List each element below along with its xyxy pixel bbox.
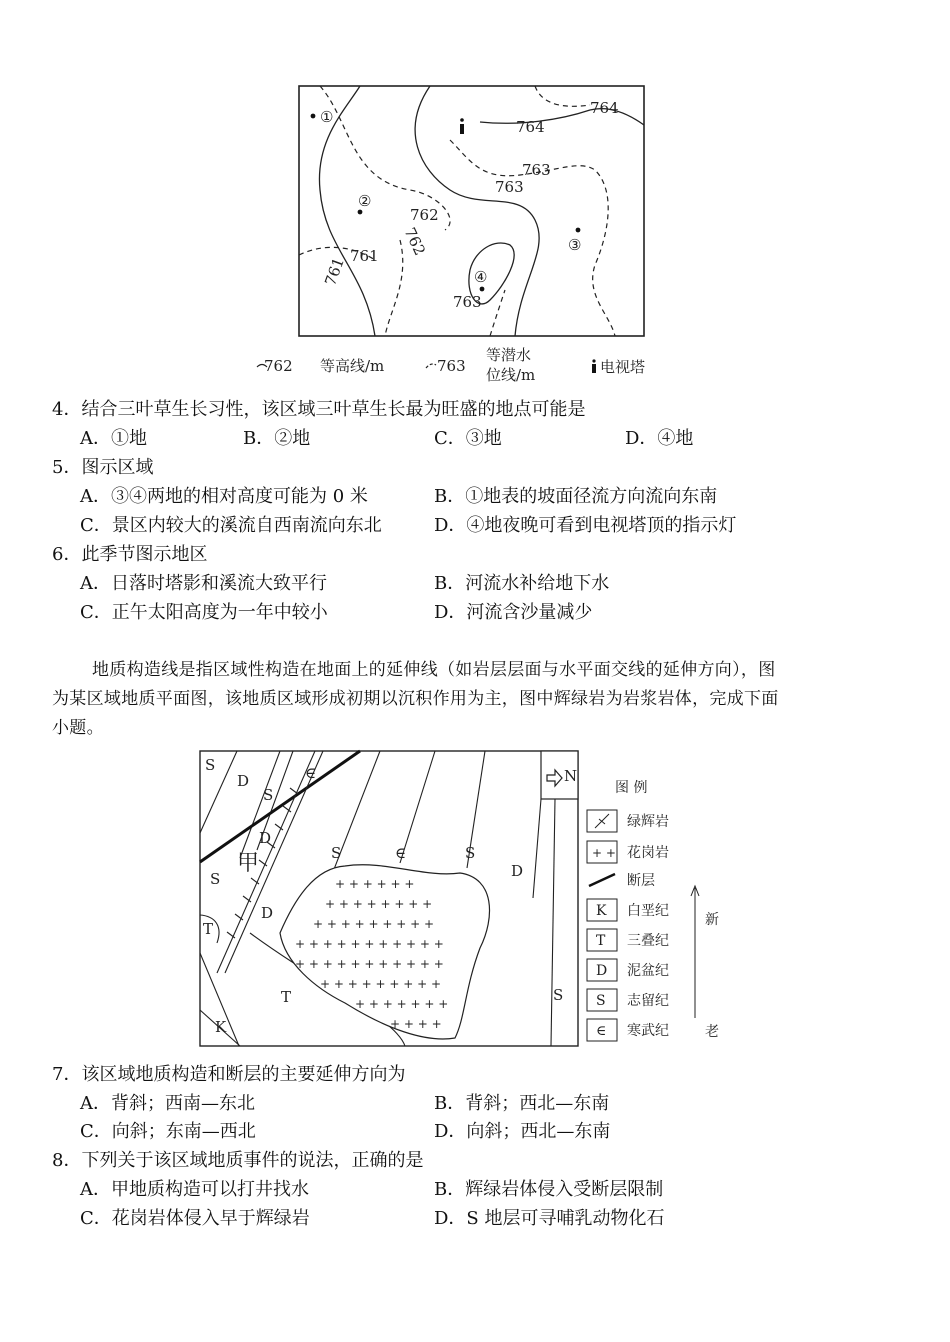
legend-title: 图 例 xyxy=(615,780,648,796)
svg-text:+ + + + + + + + + + +: + + + + + + + + + + + xyxy=(295,957,444,971)
jia-label: 甲 xyxy=(237,851,260,876)
tv-tower-icon xyxy=(460,118,464,134)
question-7-stem: 7．该区域地质构造和断层的主要延伸方向为 xyxy=(52,1064,406,1085)
stratum-label: D xyxy=(261,904,274,922)
age-arrow-icon xyxy=(691,886,699,1018)
question-6-stem: 6．此季节图示地区 xyxy=(52,544,208,565)
question-5-stem: 5．图示区域 xyxy=(52,457,154,478)
question-4-option-d[interactable]: D．④地 xyxy=(625,428,694,449)
question-8-option-b[interactable]: B．辉绿岩体侵入受断层限制 xyxy=(434,1179,664,1200)
contour-line xyxy=(480,109,644,125)
contour-label: 764 xyxy=(516,118,545,136)
age-old-label: 老 xyxy=(705,1024,719,1040)
legend-item-label: 寒武纪 xyxy=(627,1023,669,1039)
point-1-label: ① xyxy=(320,108,334,126)
legend-code: D xyxy=(596,963,608,979)
stratum-label: T xyxy=(281,988,292,1006)
contour-label: 763 xyxy=(495,178,524,196)
passage-line-1: 地质构造线是指区域性构造在地面上的延伸线（如岩层层面与水平面交线的延伸方向），图 xyxy=(92,660,776,680)
legend-item-label: 白垩纪 xyxy=(627,903,669,919)
svg-text:+ + + + + + + + +: + + + + + + + + + xyxy=(320,977,442,991)
stratum-label: D xyxy=(511,862,524,880)
point-4-label: ④ xyxy=(474,268,488,286)
stratum-label: K xyxy=(215,1018,227,1036)
stratum-label: ∈ xyxy=(395,844,407,862)
question-5-option-d[interactable]: D．④地夜晚可看到电视塔顶的指示灯 xyxy=(434,515,737,536)
question-6-option-c[interactable]: C．正午太阳高度为一年中较小 xyxy=(80,602,328,623)
contour-label: 761 xyxy=(321,255,348,289)
question-8-option-c[interactable]: C．花岗岩体侵入早于辉绿岩 xyxy=(80,1208,310,1229)
stratum-label: S xyxy=(553,986,564,1004)
passage-line-3: 小题。 xyxy=(52,718,104,738)
contour-label: 763 xyxy=(453,293,482,311)
stratum-label: S xyxy=(205,756,216,774)
svg-text:+ + + + + + + + + + +: + + + + + + + + + + + xyxy=(295,937,444,951)
question-8-stem: 8．下列关于该区域地质事件的说法，正确的是 xyxy=(52,1150,424,1171)
contour-map-legend xyxy=(257,346,645,384)
age-new-label: 新 xyxy=(705,912,719,928)
svg-text:+ + + + + + + + +: + + + + + + + + + xyxy=(313,917,435,931)
question-5-option-a[interactable]: A．③④两地的相对高度可能为 0 米 xyxy=(80,486,368,507)
water-legend-text-2: 位线/m xyxy=(486,366,536,384)
point-4-marker xyxy=(480,287,485,292)
granite-legend-icon: + + xyxy=(592,846,616,860)
contour-label: 761 xyxy=(350,247,379,265)
stratum-label: T xyxy=(203,920,214,938)
question-5-option-c[interactable]: C．景区内较大的溪流自西南流向东北 xyxy=(80,515,382,536)
stratum-label: S xyxy=(210,870,221,888)
svg-text:+ + + +: + + + + xyxy=(390,1017,442,1031)
legend-item-label: 志留纪 xyxy=(627,993,669,1009)
water-legend-sample: 763 xyxy=(437,357,466,375)
strata-boundary xyxy=(533,799,541,898)
contour-label: 763 xyxy=(522,161,551,179)
contour-map xyxy=(264,80,680,390)
point-1-marker xyxy=(311,114,316,119)
svg-text:+ + + + + + +: + + + + + + + xyxy=(355,997,449,1011)
contour-label: 762 xyxy=(400,224,429,259)
stratum-label: S xyxy=(465,844,476,862)
water-table-line xyxy=(535,86,590,106)
tower-legend-text: 电视塔 xyxy=(600,358,646,376)
legend-item-label: 断层 xyxy=(627,873,655,889)
stratum-label: S xyxy=(263,786,274,804)
question-6-option-a[interactable]: A．日落时塔影和溪流大致平行 xyxy=(80,573,327,594)
tower-legend-icon xyxy=(592,359,595,362)
question-7-option-b[interactable]: B．背斜；西北—东南 xyxy=(434,1093,610,1114)
legend-item-label: 花岗岩 xyxy=(627,845,669,861)
water-legend-line xyxy=(426,364,436,368)
stratum-label: S xyxy=(331,844,342,862)
geology-map xyxy=(195,748,735,1048)
question-8-option-d[interactable]: D．S 地层可寻哺乳动物化石 xyxy=(434,1208,665,1229)
diabase-legend-icon xyxy=(595,814,609,828)
point-3-marker xyxy=(576,228,581,233)
legend-item-label: 三叠纪 xyxy=(627,933,669,949)
point-2-label: ② xyxy=(358,192,372,210)
contour-label: 762 xyxy=(410,206,439,224)
north-label: N xyxy=(564,767,578,785)
question-8-option-a[interactable]: A．甲地质构造可以打井找水 xyxy=(80,1179,309,1200)
svg-text:+ + + + + + + +: + + + + + + + + xyxy=(325,897,433,911)
question-5-option-b[interactable]: B．①地表的坡面径流方向流向东南 xyxy=(434,486,718,507)
stratum-label: D xyxy=(259,829,272,847)
question-7-option-d[interactable]: D．向斜；西北—东南 xyxy=(434,1121,611,1142)
strata-boundary xyxy=(551,799,555,1046)
question-4-option-a[interactable]: A．①地 xyxy=(80,428,147,449)
question-6-option-b[interactable]: B．河流水补给地下水 xyxy=(434,573,610,594)
legend-code: ∈ xyxy=(596,1023,607,1039)
legend-item-label: 绿辉岩 xyxy=(627,814,669,830)
legend-code: S xyxy=(596,993,606,1009)
stratum-label: D xyxy=(237,772,250,790)
svg-text:+ + + + + +: + + + + + + xyxy=(335,877,415,891)
contour-legend-sample: 762 xyxy=(264,357,293,375)
question-4-option-c[interactable]: C．③地 xyxy=(434,428,502,449)
geology-legend xyxy=(587,780,719,1041)
water-table-line xyxy=(385,240,403,336)
water-legend-text-1: 等潜水 xyxy=(486,346,532,364)
legend-code: T xyxy=(596,933,606,949)
question-4-stem: 4．结合三叶草生长习性，该区域三叶草生长最为旺盛的地点可能是 xyxy=(52,399,586,420)
point-3-label: ③ xyxy=(568,236,582,254)
fault-legend-icon xyxy=(589,874,615,886)
question-4-option-b[interactable]: B．②地 xyxy=(243,428,311,449)
stratum-label: ∈ xyxy=(305,764,317,782)
question-7-option-a[interactable]: A．背斜；西南—东北 xyxy=(80,1093,255,1114)
question-7-option-c[interactable]: C．向斜；东南—西北 xyxy=(80,1121,256,1142)
contour-legend-text: 等高线/m xyxy=(320,357,385,375)
passage-line-2: 为某区域地质平面图，该地质区域形成初期以沉积作用为主，图中辉绿岩为岩浆岩体，完成下面 xyxy=(52,689,779,709)
point-2-marker xyxy=(358,210,363,215)
legend-code: K xyxy=(596,903,607,919)
contour-label: 764 xyxy=(590,99,619,117)
question-6-option-d[interactable]: D．河流含沙量减少 xyxy=(434,602,593,623)
legend-item-label: 泥盆纪 xyxy=(627,963,669,979)
